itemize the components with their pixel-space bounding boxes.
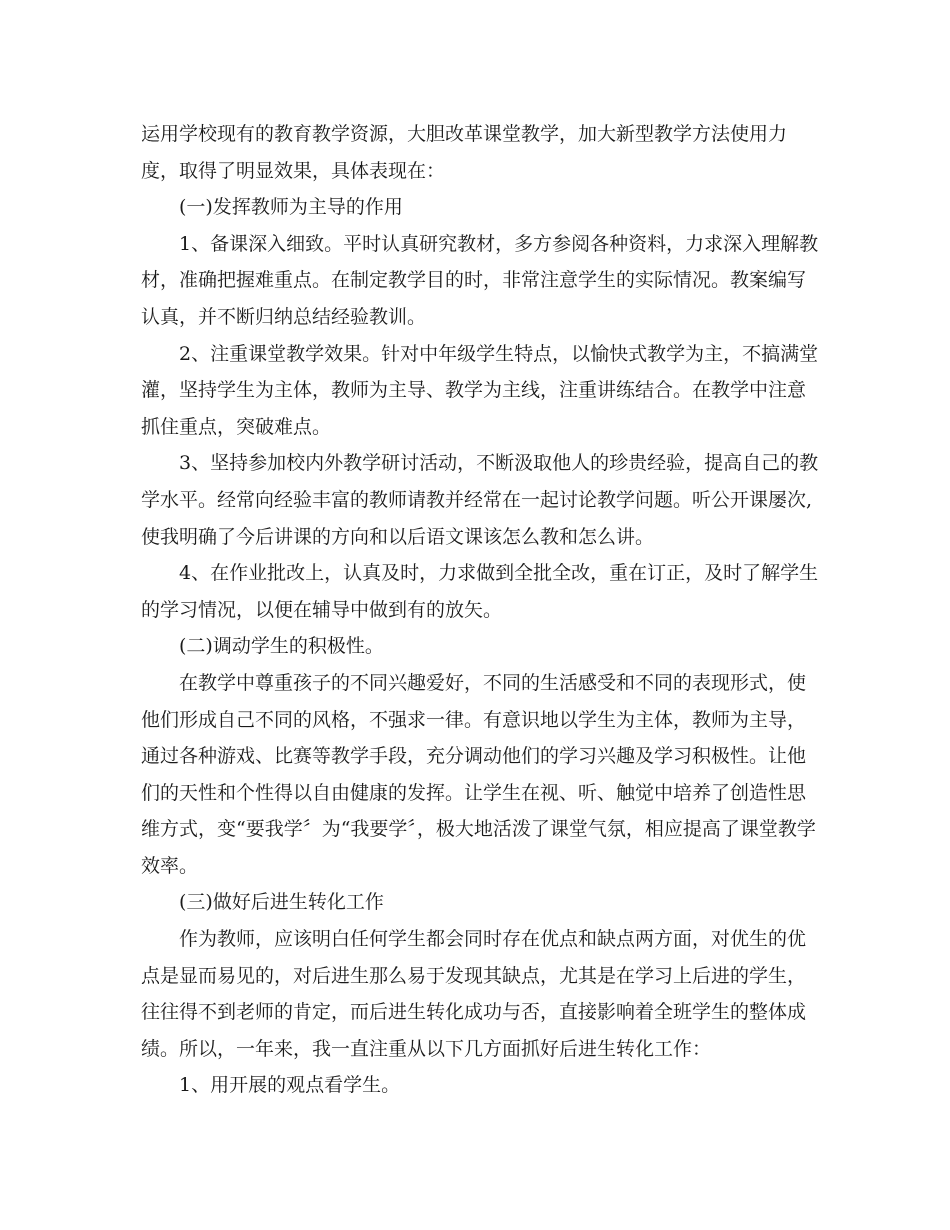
paragraph-line-indented: 1、备课深入细致。平时认真研究教材，多方参阅各种资料，力求深入理解教 bbox=[179, 232, 819, 255]
paragraph-line: 通过各种游戏、比赛等教学手段，充分调动他们的学习兴趣及学习积极性。让他 bbox=[141, 745, 807, 768]
paragraph-line-indented: 4、在作业批改上，认真及时，力求做到全批全改，重在订正，及时了解学生 bbox=[179, 562, 819, 585]
paragraph-line: 抓住重点，突破难点。 bbox=[141, 415, 332, 438]
paragraph-line-indented: 2、注重课堂教学效果。针对中年级学生特点，以愉快式教学为主，不搞满堂 bbox=[179, 342, 819, 365]
paragraph-line: 材，准确把握难重点。在制定教学目的时，非常注意学生的实际情况。教案编写 bbox=[141, 269, 807, 292]
paragraph-line: 绩。所以，一年来，我一直注重从以下几方面抓好后进生转化工作： bbox=[141, 1037, 712, 1060]
document-body bbox=[141, 116, 819, 1104]
paragraph-line-indented: 作为教师，应该明白任何学生都会同时存在优点和缺点两方面，对优生的优 bbox=[179, 928, 807, 951]
paragraph-line: 他们形成自己不同的风格，不强求一律。有意识地以学生为主体，教师为主导， bbox=[141, 708, 807, 731]
paragraph-line: 点是显而易见的，对后进生那么易于发现其缺点，尤其是在学习上后进的学生， bbox=[141, 964, 807, 987]
paragraph-line: 运用学校现有的教育教学资源，大胆改革课堂教学，加大新型教学方法使用力 bbox=[141, 123, 788, 145]
paragraph-line: 使我明确了今后讲课的方向和以后语文课该怎么教和怎么讲。 bbox=[141, 525, 655, 548]
paragraph-line-indented: (三)做好后进生转化工作 bbox=[179, 891, 384, 914]
paragraph-line-indented: (一)发挥教师为主导的作用 bbox=[179, 196, 403, 219]
paragraph-line: 往往得不到老师的肯定，而后进生转化成功与否，直接影响着全班学生的整体成 bbox=[141, 1001, 807, 1024]
paragraph-line: 维方式，变“要我学〞为“我要学〞，极大地活泼了课堂气氛，相应提高了课堂教学 bbox=[141, 818, 816, 841]
paragraph-line: 们的天性和个性得以自由健康的发挥。让学生在视、听、触觉中培养了创造性思 bbox=[141, 781, 807, 804]
paragraph-line: 学水平。经常向经验丰富的教师请教并经常在一起讨论教学问题。听公开课屡次, bbox=[141, 488, 813, 511]
paragraph-line: 认真，并不断归纳总结经验教训。 bbox=[141, 305, 427, 328]
paragraph-line-indented: 3、坚持参加校内外教学研讨活动，不断汲取他人的珍贵经验，提高自己的教 bbox=[179, 452, 819, 475]
paragraph-line-indented: (二)调动学生的积极性。 bbox=[179, 635, 384, 658]
paragraph-line-indented: 在教学中尊重孩子的不同兴趣爱好，不同的生活感受和不同的表现形式，使 bbox=[179, 671, 807, 694]
paragraph-line: 灌，坚持学生为主体，教师为主导、教学为主线，注重讲练结合。在教学中注意 bbox=[141, 379, 807, 402]
paragraph-line: 度，取得了明显效果，具体表现在： bbox=[141, 159, 446, 182]
paragraph-line-indented: 1、用开展的观点看学生。 bbox=[179, 1074, 401, 1097]
paragraph-line: 的学习情况，以便在辅导中做到有的放矢。 bbox=[141, 598, 503, 621]
paragraph-line: 效率。 bbox=[141, 854, 199, 877]
